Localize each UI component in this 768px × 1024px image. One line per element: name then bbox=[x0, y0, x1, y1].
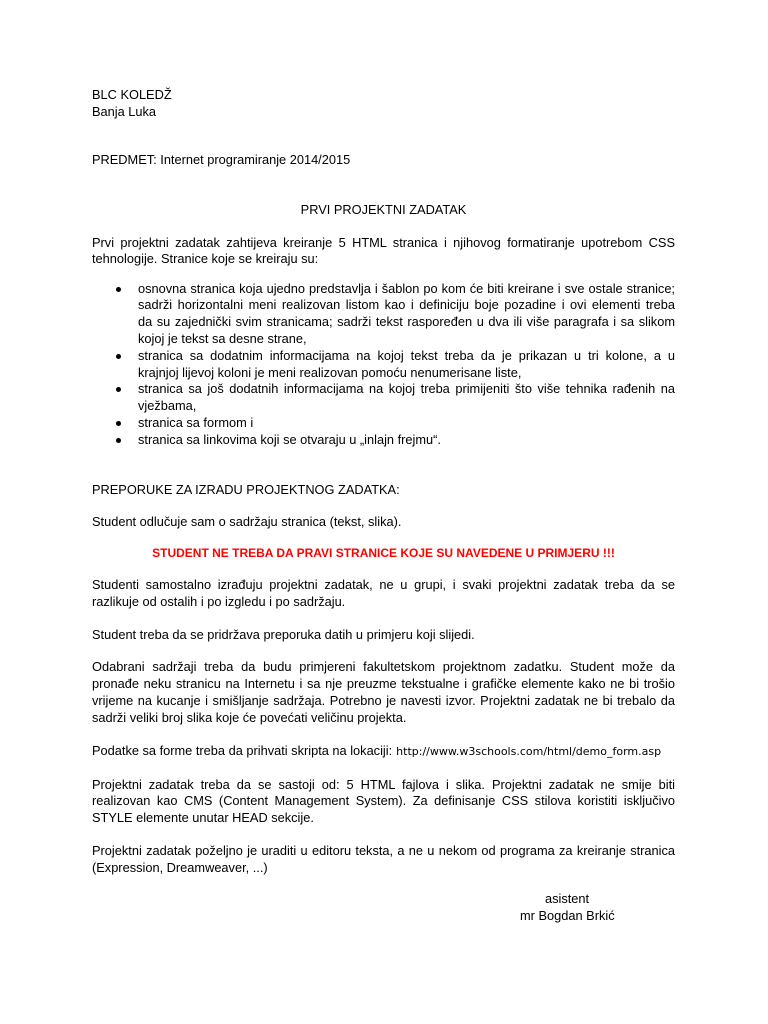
list-item-line: kojoj je tekst sa desne strane, bbox=[138, 330, 307, 346]
paragraph-line: Projektni zadatak treba da se sastoji od: 5 HTML fajlova i slika. Projektni zadatak ne smije biti bbox=[92, 776, 675, 792]
list-item bbox=[138, 348, 675, 382]
warning-text: STUDENT NE TREBA DA PRAVI STRANICE KOJE SU NAVEDENE U PRIMJERU !!! bbox=[152, 546, 615, 561]
list-item bbox=[138, 432, 675, 449]
document-header bbox=[92, 87, 675, 121]
recommendations-heading: PREPORUKE ZA IZRADU PROJEKTNOG ZADATKA: bbox=[92, 481, 400, 497]
paragraph-line: sadrži veliki broj slika koje će povećati veličinu projekta. bbox=[92, 709, 407, 725]
paragraph-line: vrijeme na kucanje i smišljanje sadržaja. Potrebno je navesti izvor. Projektni zadatak ne bi trebalo da bbox=[92, 692, 675, 708]
form-handler-paragraph bbox=[92, 743, 675, 761]
intro-paragraph bbox=[92, 235, 675, 269]
paragraph-line: realizovan kao CMS (Content Management System). Za definisanje CSS stilova koristiti isključivo bbox=[92, 793, 675, 809]
individual-work-paragraph bbox=[92, 577, 675, 611]
list-item bbox=[138, 281, 675, 348]
subject-line: PREDMET: Internet programiranje 2014/2015 bbox=[92, 151, 351, 167]
bullet-icon bbox=[116, 354, 121, 359]
list-item bbox=[138, 415, 675, 432]
list-item-line: krajnjoj lijevoj koloni je meni realizovan pomoću nenumerisane liste, bbox=[138, 364, 522, 380]
paragraph-line: Projektni zadatak poželjno je uraditi u editoru teksta, a ne u nekom od programa za kreiranje stranica bbox=[92, 843, 675, 859]
bullet-icon bbox=[116, 438, 121, 443]
signature-role: asistent bbox=[545, 891, 590, 907]
list-item-line: stranica sa linkovima koji se otvaraju u „inlajn frejmu“. bbox=[138, 431, 441, 447]
institution-name: BLC KOLEDŽ bbox=[92, 87, 172, 102]
list-item-line: osnovna stranica koja ujedno predstavlja i šablon po kom će biti kreirane i sve ostale stranice; bbox=[138, 280, 675, 296]
pages-list bbox=[92, 281, 675, 449]
paragraph-line: STYLE elemente unutar HEAD sekcije. bbox=[92, 810, 314, 826]
document-page bbox=[92, 87, 675, 925]
intro-line: Prvi projektni zadatak zahtijeva kreiranje 5 HTML stranica i njihovog formatiranje upotrebom CSS bbox=[92, 234, 675, 250]
form-handler-text: Podatke sa forme treba da prihvati skripta na lokaciji: bbox=[92, 742, 393, 758]
list-item-line: stranica sa dodatnim informacijama na kojoj tekst treba da je prikazan u tri kolone, a u bbox=[138, 347, 675, 363]
institution-city: Banja Luka bbox=[92, 103, 157, 119]
paragraph-line: razlikuje od ostalih i po izgledu i po sadržaju. bbox=[92, 594, 346, 610]
editor-paragraph bbox=[92, 843, 675, 877]
list-item-line: stranica sa još dodatnih informacijama na kojoj treba primijeniti što više tehnika rađenih na bbox=[138, 381, 675, 397]
paragraph-line: Odabrani sadržaji treba da budu primjereni fakultetskom projektnom zadatku. Student može da bbox=[92, 659, 675, 675]
list-item-line: da su zajednički svim stranicama; sadrži tekst raspoređen u dva ili više paragrafa i sa slikom bbox=[138, 314, 675, 330]
list-item bbox=[138, 381, 675, 415]
intro-line: tehnologije. Stranice koje se kreiraju su: bbox=[92, 251, 319, 267]
list-item-line: sadrži horizontalni meni realizovan listom kao i definiciju boje pozadine i ovi elementi treba bbox=[138, 297, 675, 313]
paragraph-line: (Expression, Dreamweaver, ...) bbox=[92, 859, 268, 875]
signature-block bbox=[92, 891, 675, 925]
signature-name: mr Bogdan Brkić bbox=[520, 907, 615, 923]
bullet-icon bbox=[116, 387, 121, 392]
list-item-line: stranica sa formom i bbox=[138, 414, 254, 430]
follow-example-paragraph: Student treba da se pridržava preporuka datih u primjeru koji slijedi. bbox=[92, 627, 475, 643]
structure-paragraph bbox=[92, 777, 675, 827]
paragraph-line: pronađe neku stranicu na Internetu i sa nje preuzme tekstualne i grafičke elemente kako ne bi trošio bbox=[92, 676, 675, 692]
form-handler-url: http://www.w3schools.com/html/demo_form.asp bbox=[396, 744, 662, 758]
bullet-icon bbox=[116, 421, 121, 426]
bullet-icon bbox=[116, 287, 121, 292]
document-title: PRVI PROJEKTNI ZADATAK bbox=[300, 201, 467, 217]
content-sources-paragraph bbox=[92, 659, 675, 726]
list-item-line: vježbama, bbox=[138, 398, 197, 414]
paragraph-line: Studenti samostalno izrađuju projektni zadatak, ne u grupi, i svaki projektni zadatak treba da se bbox=[92, 577, 675, 593]
content-choice-paragraph: Student odlučuje sam o sadržaju stranica (tekst, slika). bbox=[92, 513, 402, 529]
